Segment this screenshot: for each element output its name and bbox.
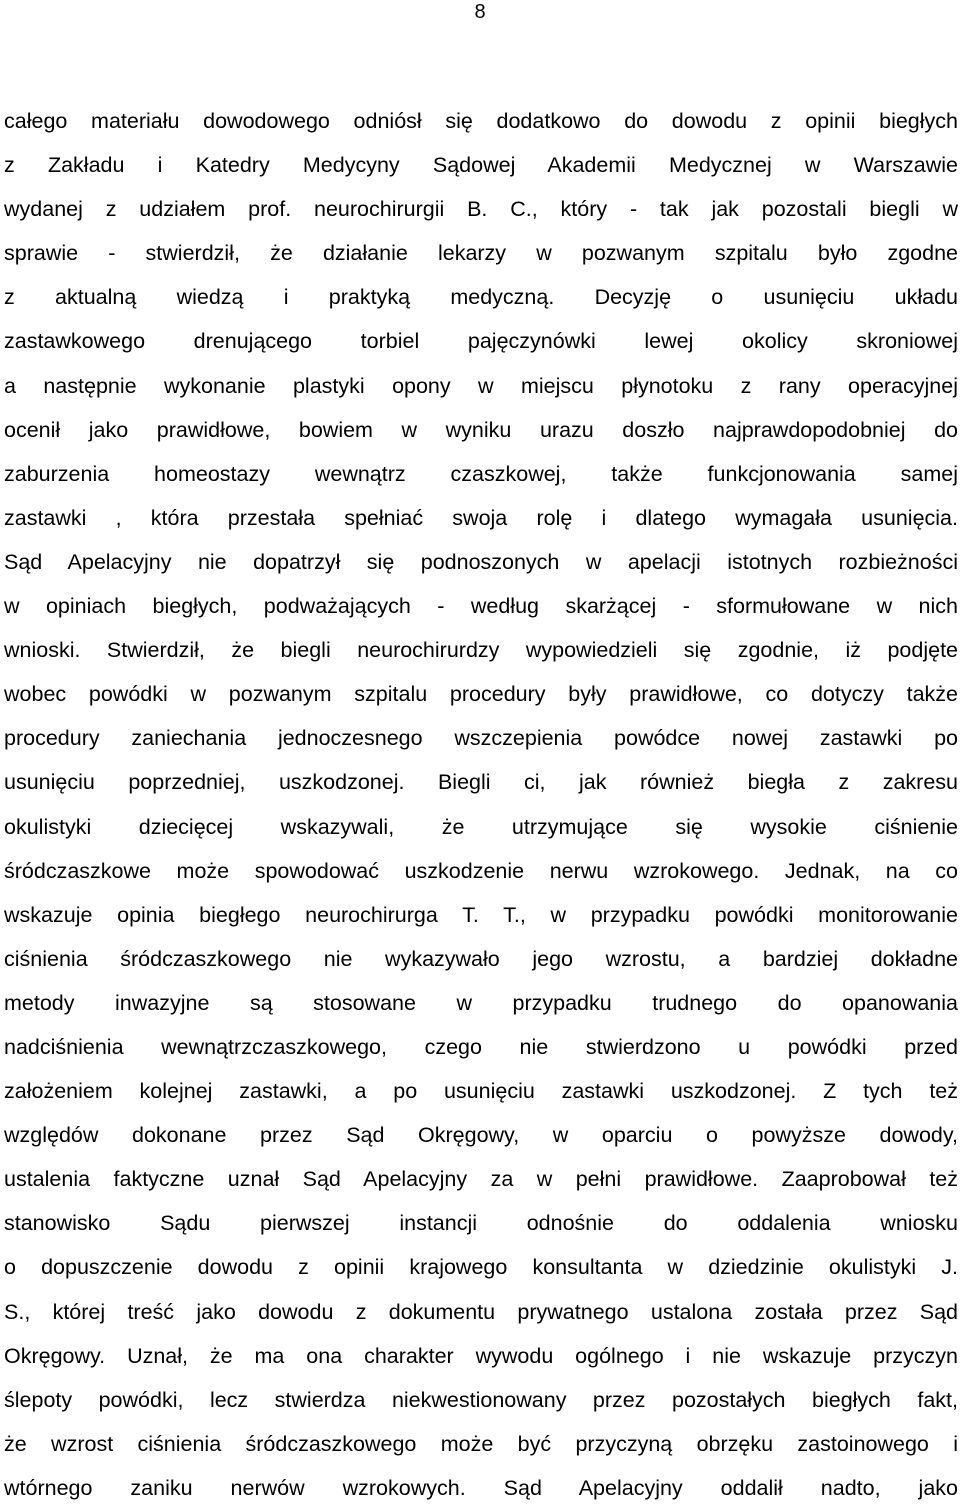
text-line: wskazuje opinia biegłego neurochirurga T. T., w przypadku powódki monitorowanie [4,902,958,927]
text-line: śródczaszkowe może spowodować uszkodzenie nerwu wzrokowego. Jednak, na co [4,858,958,883]
text-line: względów dokonane przez Sąd Okręgowy, w oparciu o powyższe dowody, [4,1123,958,1148]
text-line: ciśnienia śródczaszkowego nie wykazywało jego wzrostu, a bardziej dokładne [4,946,958,971]
text-line: Okręgowy. Uznał, że ma ona charakter wywodu ogólnego i nie wskazuje przyczyn [4,1343,958,1368]
text-line: wydanej z udziałem prof. neurochirurgii B. C., który - tak jak pozostali biegli w [4,197,958,222]
page-number: 8 [474,1,486,23]
text-line: o dopuszczenie dowodu z opinii krajowego konsultanta w dziedzinie okulistyki J. [4,1255,958,1280]
text-line: że wzrost ciśnienia śródczaszkowego może być przyczyną obrzęku zastoinowego i [4,1431,958,1456]
text-line: S., której treść jako dowodu z dokumentu prywatnego ustalona została przez Sąd [4,1299,958,1324]
text-line: w opiniach biegłych, podważających - według skarżącej - sformułowane w nich [4,594,958,619]
text-line: wnioski. Stwierdził, że biegli neurochirurdzy wypowiedzieli się zgodnie, iż podjęte [4,638,958,663]
text-line: założeniem kolejnej zastawki, a po usunięciu zastawki uszkodzonej. Z tych też [4,1079,958,1104]
text-line: procedury zaniechania jednoczesnego wszczepienia powódce nowej zastawki po [4,726,958,751]
text-line: zaburzenia homeostazy wewnątrz czaszkowej, także funkcjonowania samej [4,461,958,486]
text-line: okulistyki dziecięcej wskazywali, że utrzymujące się wysokie ciśnienie [4,814,958,839]
text-line: stanowisko Sądu pierwszej instancji odnośnie do oddalenia wniosku [4,1211,958,1236]
text-line: usunięciu poprzedniej, uszkodzonej. Biegli ci, jak również biegła z zakresu [4,770,958,795]
text-line: a następnie wykonanie plastyki opony w miejscu płynotoku z rany operacyjnej [4,373,958,398]
text-line: ślepoty powódki, lecz stwierdza niekwestionowany przez pozostałych biegłych fakt, [4,1387,958,1412]
text-line: z Zakładu i Katedry Medycyny Sądowej Akademii Medycznej w Warszawie [4,153,958,178]
text-line: z aktualną wiedzą i praktyką medyczną. Decyzję o usunięciu układu [4,285,958,310]
text-line: ustalenia faktyczne uznał Sąd Apelacyjny za w pełni prawidłowe. Zaaprobował też [4,1167,958,1192]
text-line: zastawki , która przestała spełniać swoja rolę i dlatego wymagała usunięcia. [4,505,958,530]
text-line: ocenił jako prawidłowe, bowiem w wyniku urazu doszło najprawdopodobniej do [4,417,958,442]
text-line: Sąd Apelacyjny nie dopatrzył się podnoszonych w apelacji istotnych rozbieżności [4,549,958,574]
text-line: nadciśnienia wewnątrzczaszkowego, czego nie stwierdzono u powódki przed [4,1034,958,1059]
text-line: wobec powódki w pozwanym szpitalu procedury były prawidłowe, co dotyczy także [4,682,958,707]
text-line: sprawie - stwierdził, że działanie lekarzy w pozwanym szpitalu było zgodne [4,241,958,266]
text-line: całego materiału dowodowego odniósł się dodatkowo do dowodu z opinii biegłych [4,109,958,133]
text-line: wtórnego zaniku nerwów wzrokowych. Sąd Apelacyjny oddalił nadto, jako [4,1475,958,1500]
text-line: zastawkowego drenującego torbiel pajęczynówki lewej okolicy skroniowej [4,329,958,354]
document-body [4,99,958,1510]
text-line: metody inwazyjne są stosowane w przypadku trudnego do opanowania [4,990,958,1015]
